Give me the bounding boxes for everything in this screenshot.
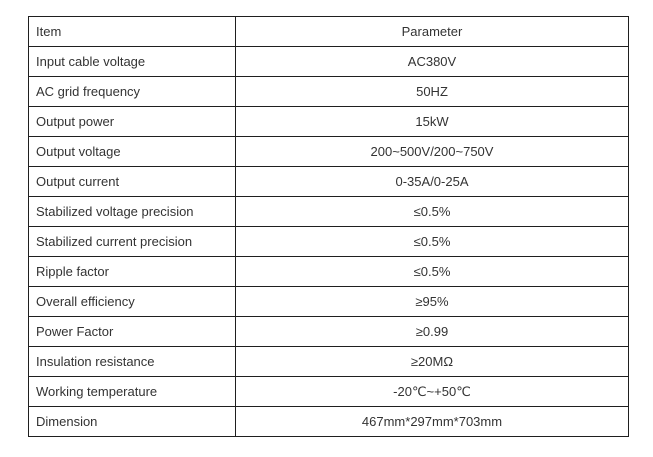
item-cell: Output current — [29, 167, 236, 197]
item-cell: Working temperature — [29, 377, 236, 407]
table-row — [29, 77, 629, 107]
parameter-cell: AC380V — [236, 47, 629, 77]
table-row — [29, 107, 629, 137]
table-row — [29, 317, 629, 347]
item-cell: Ripple factor — [29, 257, 236, 287]
parameter-cell: ≥95% — [236, 287, 629, 317]
parameter-cell: 50HZ — [236, 77, 629, 107]
table-row — [29, 197, 629, 227]
table-row — [29, 167, 629, 197]
header-parameter: Parameter — [236, 17, 629, 47]
parameter-cell: 467mm*297mm*703mm — [236, 407, 629, 437]
table-row — [29, 227, 629, 257]
item-cell: Dimension — [29, 407, 236, 437]
header-item: Item — [29, 17, 236, 47]
parameter-cell: ≥0.99 — [236, 317, 629, 347]
item-cell: Input cable voltage — [29, 47, 236, 77]
item-cell: Insulation resistance — [29, 347, 236, 377]
item-cell: Output voltage — [29, 137, 236, 167]
item-cell: Stabilized voltage precision — [29, 197, 236, 227]
parameter-cell: ≤0.5% — [236, 197, 629, 227]
table-row — [29, 257, 629, 287]
parameter-cell: -20℃~+50℃ — [236, 377, 629, 407]
item-cell: Overall efficiency — [29, 287, 236, 317]
table-row — [29, 407, 629, 437]
item-cell: AC grid frequency — [29, 77, 236, 107]
parameter-cell: 0-35A/0-25A — [236, 167, 629, 197]
parameter-cell: ≤0.5% — [236, 257, 629, 287]
item-cell: Power Factor — [29, 317, 236, 347]
table-row — [29, 347, 629, 377]
table-row — [29, 287, 629, 317]
item-cell: Stabilized current precision — [29, 227, 236, 257]
table-row — [29, 377, 629, 407]
parameter-cell: 200~500V/200~750V — [236, 137, 629, 167]
spec-table — [28, 16, 629, 437]
item-cell: Output power — [29, 107, 236, 137]
parameter-cell: ≤0.5% — [236, 227, 629, 257]
table-row — [29, 137, 629, 167]
table-header-row — [29, 17, 629, 47]
parameter-cell: 15kW — [236, 107, 629, 137]
table-row — [29, 47, 629, 77]
parameter-cell: ≥20MΩ — [236, 347, 629, 377]
